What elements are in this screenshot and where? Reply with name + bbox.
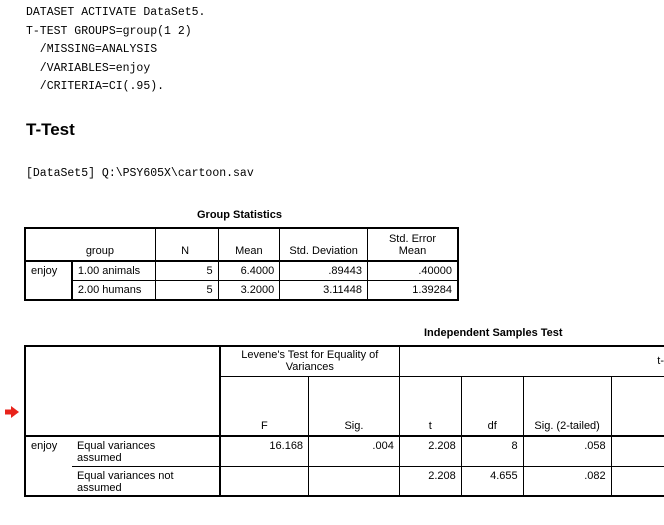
cell-n: 5 (156, 281, 218, 301)
header-n: N (156, 228, 218, 261)
header-std-error-mean: Std. Error Mean (368, 228, 458, 261)
row-label: Equal variances assumed (72, 436, 220, 466)
red-arrow-svg (5, 406, 19, 418)
header-mean: Mean (218, 228, 280, 261)
cell-n: 5 (156, 261, 218, 281)
header-blank (25, 228, 72, 261)
cell-group: 2.00 humans (72, 281, 156, 301)
header-f: F (220, 376, 309, 436)
cell-f (220, 466, 309, 496)
row-variable-empty (25, 281, 72, 301)
row-variable: enjoy (25, 261, 72, 281)
cell-cutoff (611, 466, 664, 496)
page-title: T-Test (26, 120, 75, 139)
row-variable: enjoy (31, 440, 58, 452)
table-row (25, 261, 458, 281)
cell-sd: 3.11448 (280, 281, 368, 301)
header-group: group (72, 228, 156, 261)
header-t: t (399, 376, 461, 436)
cell-sig: .004 (309, 436, 400, 466)
table-row (25, 281, 458, 301)
cell-mean: 3.2000 (218, 281, 280, 301)
header-levene: Levene's Test for Equality of Variances (220, 346, 400, 376)
row-label: Equal variances not assumed (72, 466, 220, 496)
syntax-line: /VARIABLES=enjoy (26, 61, 151, 75)
cell-sd: .89443 (280, 261, 368, 281)
cell-t: 2.208 (399, 466, 461, 496)
syntax-line: /MISSING=ANALYSIS (26, 43, 158, 57)
cell-se: 1.39284 (368, 281, 458, 301)
header-std-deviation: Std. Deviation (280, 228, 368, 261)
table-row (25, 466, 664, 496)
cell-df: 4.655 (461, 466, 523, 496)
cell-df: 8 (461, 436, 523, 466)
indep-test-title: Independent Samples Test (424, 327, 563, 339)
dataset-path: [DataSet5] Q:\PSY605X\cartoon.sav (26, 167, 254, 180)
header-sig: Sig. (309, 376, 400, 436)
cell-sig (309, 466, 400, 496)
cell-mean: 6.4000 (218, 261, 280, 281)
syntax-line: DATASET ACTIVATE DataSet5. (26, 6, 206, 19)
cell-se: .40000 (368, 261, 458, 281)
syntax-line: /CRITERIA=CI(.95). (26, 80, 165, 94)
syntax-line: T-TEST GROUPS=group(1 2) (26, 24, 192, 38)
header-ttest: t- (399, 346, 664, 376)
header-cutoff (611, 376, 664, 436)
cell-sig-2-tailed: .058 (523, 436, 611, 466)
header-blank (25, 346, 220, 436)
group-stats-title: Group Statistics (197, 209, 282, 221)
cell-cutoff (611, 436, 664, 466)
cell-sig-2-tailed: .082 (523, 466, 611, 496)
cell-f: 16.168 (220, 436, 309, 466)
table-row (25, 436, 664, 466)
row-variable-empty (25, 466, 72, 496)
indep-test-table[interactable] (24, 345, 664, 497)
header-df: df (461, 376, 523, 436)
syntax-block (26, 4, 205, 97)
cell-t: 2.208 (399, 436, 461, 466)
group-stats-table[interactable] (24, 227, 459, 301)
header-sig-2-tailed: Sig. (2-tailed) (523, 376, 611, 436)
cell-group: 1.00 animals (77, 265, 141, 277)
indep-test-viewport[interactable] (24, 345, 664, 500)
